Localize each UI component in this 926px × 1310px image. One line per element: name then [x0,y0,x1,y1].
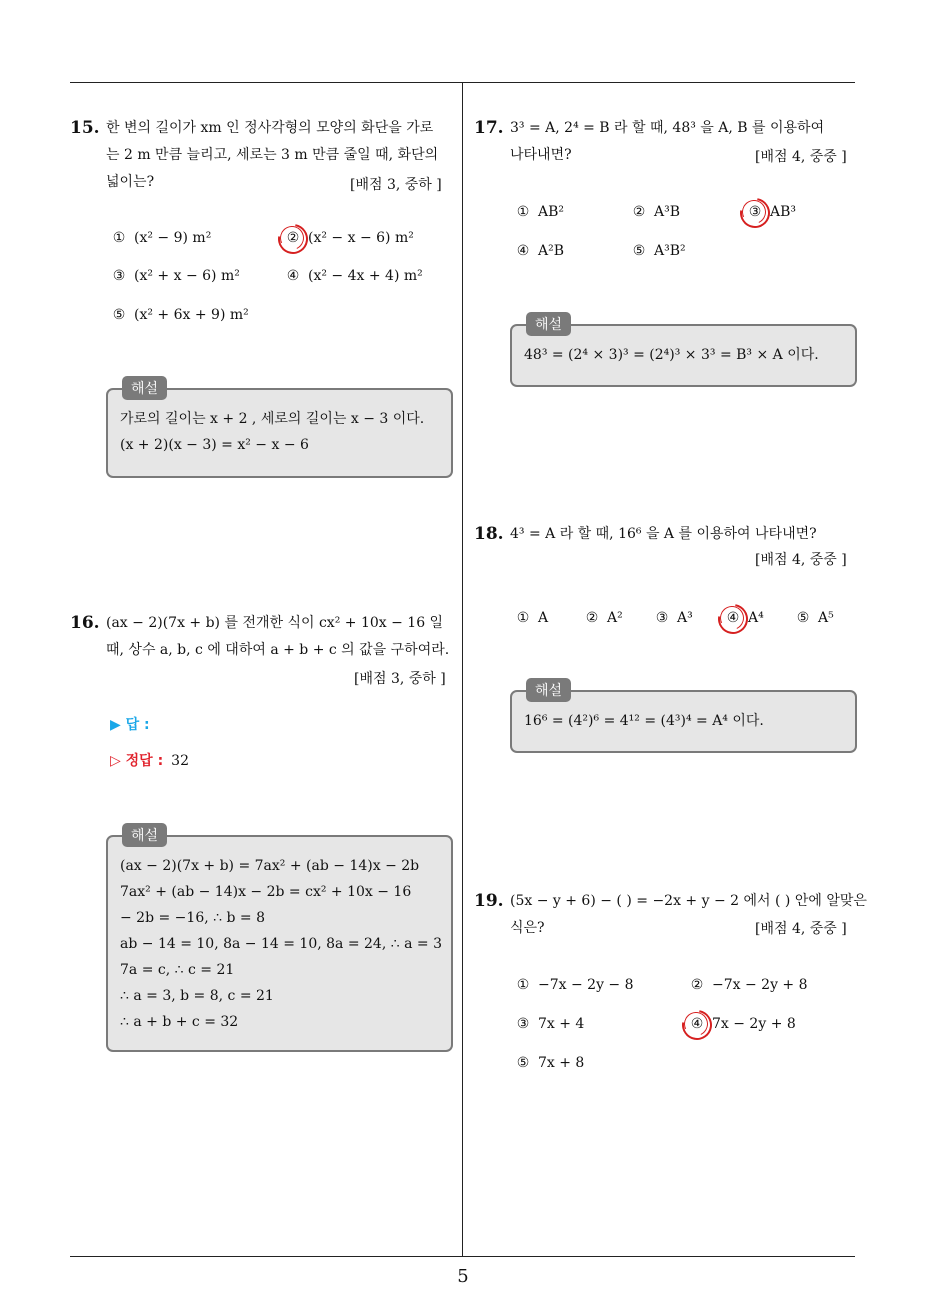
correct-answer-label: ▷ 정답 : [110,753,164,769]
choice-mark: ⑤ [796,610,810,626]
explanation-tag: 해설 [526,678,571,702]
selected-choice-mark: ④ [724,610,742,626]
choice-4[interactable] [688,1016,796,1032]
explanation-tag: 해설 [526,312,571,336]
choice-mark: ① [516,204,530,220]
problem-text-line: 4³ = A 라 할 때, 16⁶ 을 A 를 이용하여 나타내면? [510,526,817,542]
explanation-line: 16⁶ = (4²)⁶ = 4¹² = (4³)⁴ = A⁴ 이다. [524,713,764,729]
problem-number: 19. [474,891,504,911]
choice-text: A⁴ [748,610,764,626]
choice-1[interactable] [110,230,211,246]
choice-mark: ② [585,610,599,626]
choice-text: 7x + 8 [538,1055,585,1071]
selected-choice-mark: ④ [688,1016,706,1032]
explanation-box [106,828,453,1052]
explanation-line: ∴ a = 3, b = 8, c = 21 [120,988,274,1004]
choice-text: A²B [538,243,565,259]
choice-mark: ① [516,610,530,626]
score-label: [배점 3, 중하 ] [350,177,442,193]
column-divider [462,82,463,1257]
explanation-line: − 2b = −16, ∴ b = 8 [120,910,265,926]
choice-1[interactable] [514,610,548,626]
score-label: [배점 3, 중하 ] [354,671,446,687]
choice-text: (x² − 9) m² [134,230,212,246]
choice-4[interactable] [724,610,764,626]
explanation-tag: 해설 [122,823,167,847]
page-number: 5 [457,1266,469,1287]
choice-3[interactable] [514,1016,584,1032]
problem-text-line: 식은? [510,920,545,936]
choice-text: (x² − x − 6) m² [308,230,414,246]
choice-text: 7x + 4 [538,1016,585,1032]
choice-mark: ② [632,204,646,220]
choice-1[interactable] [514,977,634,993]
choice-1[interactable] [514,204,564,220]
choice-3[interactable] [653,610,693,626]
correct-answer-value: 32 [171,753,189,769]
choice-2[interactable] [630,204,680,220]
choice-2[interactable] [284,230,414,246]
choice-5[interactable] [110,307,249,323]
problem-text [106,610,449,664]
correct-answer [110,750,189,770]
problem-number: 16. [70,613,100,633]
selected-choice-mark: ② [284,230,302,246]
choice-mark: ⑤ [112,307,126,323]
problem-number: 15. [70,118,100,138]
choice-4[interactable] [514,243,564,259]
choice-mark: ④ [286,268,300,284]
explanation-line: 7a = c, ∴ c = 21 [120,962,235,978]
choice-mark: ④ [516,243,530,259]
choice-mark: ① [516,977,530,993]
explanation-line: 48³ = (2⁴ × 3)³ = (2⁴)³ × 3³ = B³ × A 이다. [524,347,819,363]
score-label: [배점 4, 중중 ] [755,921,847,937]
bottom-rule [70,1256,855,1257]
score-label: [배점 4, 중중 ] [755,552,847,568]
answer-field-label[interactable]: ▶ 답 : [110,717,150,733]
explanation-line: ab − 14 = 10, 8a − 14 = 10, 8a = 24, ∴ a = 3 [120,936,442,952]
choice-3[interactable] [746,204,796,220]
problem-text-line: 나타내면? [510,147,572,163]
choice-text: (x² + x − 6) m² [134,268,240,284]
choice-text: A⁵ [818,610,834,626]
problem-text-line: (ax − 2)(7x + b) 를 전개한 식이 cx² + 10x − 16 일 [106,615,444,631]
choice-text: −7x − 2y + 8 [712,977,808,993]
choice-mark: ⑤ [632,243,646,259]
choice-text: (x² + 6x + 9) m² [134,307,249,323]
choice-mark: ⑤ [516,1055,530,1071]
choice-text: A³B [654,204,681,220]
problem-text-line: (5x − y + 6) − ( ) = −2x + y − 2 에서 ( ) 안에 알맞은 [510,893,867,909]
choice-4[interactable] [284,268,423,284]
choice-text: AB² [538,204,565,220]
choice-mark: ③ [655,610,669,626]
choice-text: A³B² [654,243,686,259]
explanation-tag: 해설 [122,376,167,400]
explanation-line: (ax − 2)(7x + b) = 7ax² + (ab − 14)x − 2b [120,858,420,874]
explanation-box [106,381,453,478]
choice-mark: ③ [112,268,126,284]
problem-text [510,521,817,548]
choice-text: 7x − 2y + 8 [712,1016,796,1032]
explanation-line: 가로의 길이는 x + 2 , 세로의 길이는 x − 3 이다. [120,411,425,427]
explanation-box [510,317,857,387]
selected-choice-mark: ③ [746,204,764,220]
explanation-box [510,683,857,753]
choice-5[interactable] [630,243,686,259]
choice-mark: ① [112,230,126,246]
choice-text: A [538,610,549,626]
explanation-line: ∴ a + b + c = 32 [120,1014,239,1030]
problem-number: 17. [474,118,504,138]
choice-mark: ③ [516,1016,530,1032]
choice-5[interactable] [794,610,834,626]
choice-2[interactable] [688,977,808,993]
problem-text-line: 넓이는? [106,174,155,190]
choice-mark: ② [690,977,704,993]
explanation-line: (x + 2)(x − 3) = x² − x − 6 [120,437,309,453]
choice-text: AB³ [770,204,797,220]
choice-text: −7x − 2y − 8 [538,977,634,993]
choice-3[interactable] [110,268,240,284]
score-label: [배점 4, 중중 ] [755,149,847,165]
problem-text-line: 한 변의 길이가 xm 인 정사각형의 모양의 화단을 가로 [106,120,434,136]
problem-number: 18. [474,524,504,544]
problem-text-line: 3³ = A, 2⁴ = B 라 할 때, 48³ 을 A, B 를 이용하여 [510,120,825,136]
explanation-line: 7ax² + (ab − 14)x − 2b = cx² + 10x − 16 [120,884,412,900]
problem-text-line: 때, 상수 a, b, c 에 대하여 a + b + c 의 값을 구하여라. [106,642,450,658]
choice-text: A³ [677,610,693,626]
problem-text-line: 는 2 m 만큼 늘리고, 세로는 3 m 만큼 줄일 때, 화단의 [106,147,439,163]
choice-text: (x² − 4x + 4) m² [308,268,423,284]
choice-5[interactable] [514,1055,584,1071]
choice-2[interactable] [583,610,623,626]
choice-text: A² [607,610,623,626]
